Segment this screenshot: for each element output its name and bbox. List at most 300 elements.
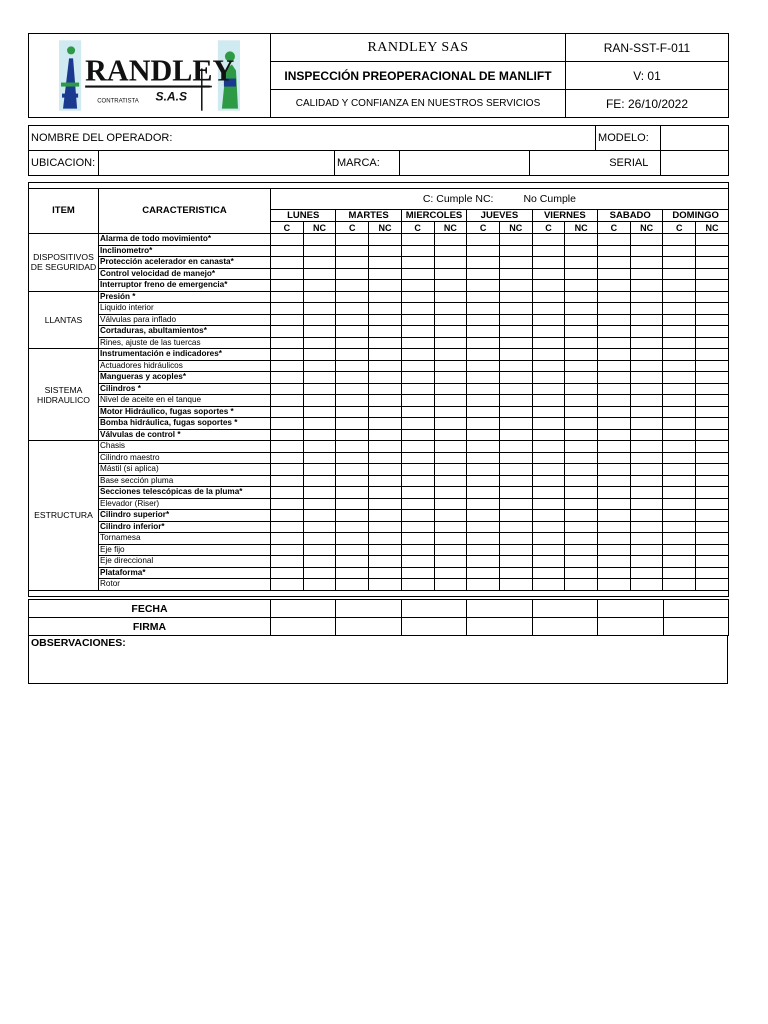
check-cell[interactable] — [434, 314, 467, 326]
check-cell[interactable] — [598, 268, 631, 280]
check-cell[interactable] — [271, 326, 304, 338]
check-cell[interactable] — [271, 337, 304, 349]
check-cell[interactable] — [369, 337, 402, 349]
check-cell[interactable] — [303, 303, 336, 315]
check-cell[interactable] — [598, 441, 631, 453]
check-cell[interactable] — [401, 510, 434, 522]
check-cell[interactable] — [303, 406, 336, 418]
check-cell[interactable] — [598, 544, 631, 556]
check-cell[interactable] — [467, 556, 500, 568]
check-cell[interactable] — [369, 360, 402, 372]
check-cell[interactable] — [630, 418, 663, 430]
check-cell[interactable] — [630, 257, 663, 269]
check-cell[interactable] — [467, 429, 500, 441]
check-cell[interactable] — [565, 556, 598, 568]
brand-field[interactable] — [400, 151, 530, 176]
check-cell[interactable] — [434, 544, 467, 556]
check-cell[interactable] — [630, 383, 663, 395]
check-cell[interactable] — [401, 441, 434, 453]
check-cell[interactable] — [630, 360, 663, 372]
check-cell[interactable] — [532, 475, 565, 487]
check-cell[interactable] — [630, 556, 663, 568]
check-cell[interactable] — [499, 579, 532, 591]
check-cell[interactable] — [598, 498, 631, 510]
check-cell[interactable] — [598, 429, 631, 441]
check-cell[interactable] — [630, 349, 663, 361]
check-cell[interactable] — [532, 418, 565, 430]
check-cell[interactable] — [696, 498, 729, 510]
check-cell[interactable] — [663, 337, 696, 349]
check-cell[interactable] — [499, 349, 532, 361]
check-cell[interactable] — [532, 498, 565, 510]
check-cell[interactable] — [696, 556, 729, 568]
check-cell[interactable] — [434, 429, 467, 441]
check-cell[interactable] — [271, 406, 304, 418]
check-cell[interactable] — [532, 314, 565, 326]
check-cell[interactable] — [532, 383, 565, 395]
check-cell[interactable] — [336, 498, 369, 510]
check-cell[interactable] — [303, 533, 336, 545]
check-cell[interactable] — [499, 268, 532, 280]
check-cell[interactable] — [532, 556, 565, 568]
check-cell[interactable] — [401, 429, 434, 441]
check-cell[interactable] — [369, 498, 402, 510]
check-cell[interactable] — [663, 452, 696, 464]
check-cell[interactable] — [663, 464, 696, 476]
check-cell[interactable] — [565, 429, 598, 441]
check-cell[interactable] — [598, 234, 631, 246]
check-cell[interactable] — [271, 395, 304, 407]
check-cell[interactable] — [401, 337, 434, 349]
check-cell[interactable] — [369, 372, 402, 384]
check-cell[interactable] — [663, 521, 696, 533]
check-cell[interactable] — [336, 383, 369, 395]
check-cell[interactable] — [532, 487, 565, 499]
check-cell[interactable] — [598, 464, 631, 476]
check-cell[interactable] — [696, 268, 729, 280]
check-cell[interactable] — [630, 429, 663, 441]
check-cell[interactable] — [663, 418, 696, 430]
check-cell[interactable] — [434, 579, 467, 591]
check-cell[interactable] — [369, 234, 402, 246]
check-cell[interactable] — [271, 291, 304, 303]
check-cell[interactable] — [401, 521, 434, 533]
check-cell[interactable] — [630, 579, 663, 591]
check-cell[interactable] — [467, 475, 500, 487]
check-cell[interactable] — [336, 464, 369, 476]
check-cell[interactable] — [598, 395, 631, 407]
check-cell[interactable] — [467, 303, 500, 315]
firma-field[interactable] — [467, 618, 532, 636]
check-cell[interactable] — [630, 441, 663, 453]
check-cell[interactable] — [467, 395, 500, 407]
check-cell[interactable] — [565, 418, 598, 430]
check-cell[interactable] — [565, 234, 598, 246]
check-cell[interactable] — [336, 418, 369, 430]
check-cell[interactable] — [598, 475, 631, 487]
check-cell[interactable] — [271, 280, 304, 292]
check-cell[interactable] — [598, 257, 631, 269]
check-cell[interactable] — [565, 521, 598, 533]
check-cell[interactable] — [336, 544, 369, 556]
check-cell[interactable] — [598, 245, 631, 257]
check-cell[interactable] — [336, 556, 369, 568]
check-cell[interactable] — [271, 314, 304, 326]
check-cell[interactable] — [467, 291, 500, 303]
check-cell[interactable] — [271, 487, 304, 499]
check-cell[interactable] — [663, 257, 696, 269]
check-cell[interactable] — [499, 257, 532, 269]
check-cell[interactable] — [434, 406, 467, 418]
check-cell[interactable] — [303, 395, 336, 407]
check-cell[interactable] — [303, 556, 336, 568]
check-cell[interactable] — [401, 280, 434, 292]
check-cell[interactable] — [303, 464, 336, 476]
check-cell[interactable] — [499, 337, 532, 349]
check-cell[interactable] — [401, 291, 434, 303]
check-cell[interactable] — [696, 349, 729, 361]
check-cell[interactable] — [467, 567, 500, 579]
check-cell[interactable] — [271, 234, 304, 246]
check-cell[interactable] — [401, 475, 434, 487]
check-cell[interactable] — [565, 406, 598, 418]
check-cell[interactable] — [467, 337, 500, 349]
check-cell[interactable] — [271, 429, 304, 441]
check-cell[interactable] — [565, 579, 598, 591]
check-cell[interactable] — [401, 418, 434, 430]
check-cell[interactable] — [499, 360, 532, 372]
check-cell[interactable] — [467, 521, 500, 533]
check-cell[interactable] — [369, 475, 402, 487]
check-cell[interactable] — [434, 452, 467, 464]
check-cell[interactable] — [467, 257, 500, 269]
check-cell[interactable] — [565, 349, 598, 361]
check-cell[interactable] — [467, 349, 500, 361]
check-cell[interactable] — [401, 303, 434, 315]
check-cell[interactable] — [532, 544, 565, 556]
check-cell[interactable] — [467, 441, 500, 453]
check-cell[interactable] — [499, 510, 532, 522]
check-cell[interactable] — [598, 314, 631, 326]
check-cell[interactable] — [630, 268, 663, 280]
check-cell[interactable] — [336, 441, 369, 453]
check-cell[interactable] — [303, 257, 336, 269]
check-cell[interactable] — [532, 326, 565, 338]
check-cell[interactable] — [303, 579, 336, 591]
check-cell[interactable] — [532, 464, 565, 476]
check-cell[interactable] — [630, 510, 663, 522]
check-cell[interactable] — [663, 498, 696, 510]
check-cell[interactable] — [303, 314, 336, 326]
check-cell[interactable] — [696, 245, 729, 257]
fecha-field[interactable] — [401, 600, 466, 618]
check-cell[interactable] — [401, 487, 434, 499]
check-cell[interactable] — [532, 372, 565, 384]
check-cell[interactable] — [467, 326, 500, 338]
check-cell[interactable] — [663, 475, 696, 487]
check-cell[interactable] — [663, 487, 696, 499]
check-cell[interactable] — [369, 245, 402, 257]
check-cell[interactable] — [467, 234, 500, 246]
check-cell[interactable] — [499, 314, 532, 326]
check-cell[interactable] — [532, 452, 565, 464]
check-cell[interactable] — [565, 326, 598, 338]
check-cell[interactable] — [598, 452, 631, 464]
check-cell[interactable] — [303, 441, 336, 453]
check-cell[interactable] — [401, 544, 434, 556]
check-cell[interactable] — [565, 487, 598, 499]
check-cell[interactable] — [663, 533, 696, 545]
check-cell[interactable] — [565, 383, 598, 395]
check-cell[interactable] — [336, 349, 369, 361]
check-cell[interactable] — [303, 475, 336, 487]
check-cell[interactable] — [565, 441, 598, 453]
check-cell[interactable] — [434, 257, 467, 269]
firma-field[interactable] — [336, 618, 401, 636]
check-cell[interactable] — [598, 567, 631, 579]
check-cell[interactable] — [434, 567, 467, 579]
model-field[interactable] — [661, 126, 729, 151]
check-cell[interactable] — [532, 280, 565, 292]
check-cell[interactable] — [598, 556, 631, 568]
check-cell[interactable] — [401, 326, 434, 338]
check-cell[interactable] — [369, 280, 402, 292]
check-cell[interactable] — [467, 544, 500, 556]
check-cell[interactable] — [369, 567, 402, 579]
check-cell[interactable] — [532, 521, 565, 533]
check-cell[interactable] — [271, 579, 304, 591]
check-cell[interactable] — [663, 556, 696, 568]
location-field[interactable] — [99, 151, 335, 176]
check-cell[interactable] — [696, 303, 729, 315]
check-cell[interactable] — [336, 303, 369, 315]
check-cell[interactable] — [565, 257, 598, 269]
check-cell[interactable] — [467, 487, 500, 499]
check-cell[interactable] — [369, 418, 402, 430]
check-cell[interactable] — [401, 579, 434, 591]
check-cell[interactable] — [598, 510, 631, 522]
check-cell[interactable] — [434, 245, 467, 257]
check-cell[interactable] — [630, 544, 663, 556]
check-cell[interactable] — [532, 245, 565, 257]
check-cell[interactable] — [434, 326, 467, 338]
check-cell[interactable] — [434, 395, 467, 407]
check-cell[interactable] — [630, 452, 663, 464]
fecha-field[interactable] — [336, 600, 401, 618]
check-cell[interactable] — [565, 464, 598, 476]
check-cell[interactable] — [565, 544, 598, 556]
check-cell[interactable] — [532, 257, 565, 269]
check-cell[interactable] — [663, 544, 696, 556]
check-cell[interactable] — [467, 372, 500, 384]
check-cell[interactable] — [565, 280, 598, 292]
check-cell[interactable] — [598, 406, 631, 418]
check-cell[interactable] — [336, 475, 369, 487]
check-cell[interactable] — [532, 360, 565, 372]
check-cell[interactable] — [369, 544, 402, 556]
check-cell[interactable] — [499, 291, 532, 303]
check-cell[interactable] — [499, 418, 532, 430]
check-cell[interactable] — [663, 234, 696, 246]
check-cell[interactable] — [401, 257, 434, 269]
check-cell[interactable] — [663, 579, 696, 591]
check-cell[interactable] — [271, 556, 304, 568]
check-cell[interactable] — [696, 533, 729, 545]
check-cell[interactable] — [532, 349, 565, 361]
fecha-field[interactable] — [467, 600, 532, 618]
check-cell[interactable] — [434, 487, 467, 499]
check-cell[interactable] — [598, 521, 631, 533]
check-cell[interactable] — [565, 498, 598, 510]
check-cell[interactable] — [369, 257, 402, 269]
check-cell[interactable] — [499, 487, 532, 499]
check-cell[interactable] — [499, 441, 532, 453]
check-cell[interactable] — [565, 245, 598, 257]
check-cell[interactable] — [369, 464, 402, 476]
fecha-field[interactable] — [663, 600, 728, 618]
check-cell[interactable] — [696, 579, 729, 591]
check-cell[interactable] — [499, 406, 532, 418]
check-cell[interactable] — [303, 280, 336, 292]
observations-box[interactable] — [28, 636, 728, 684]
check-cell[interactable] — [565, 567, 598, 579]
check-cell[interactable] — [434, 510, 467, 522]
check-cell[interactable] — [369, 406, 402, 418]
check-cell[interactable] — [696, 406, 729, 418]
check-cell[interactable] — [303, 383, 336, 395]
check-cell[interactable] — [467, 245, 500, 257]
check-cell[interactable] — [532, 234, 565, 246]
check-cell[interactable] — [532, 441, 565, 453]
check-cell[interactable] — [532, 268, 565, 280]
check-cell[interactable] — [303, 268, 336, 280]
check-cell[interactable] — [336, 280, 369, 292]
check-cell[interactable] — [303, 326, 336, 338]
check-cell[interactable] — [532, 429, 565, 441]
check-cell[interactable] — [369, 510, 402, 522]
check-cell[interactable] — [401, 349, 434, 361]
check-cell[interactable] — [467, 268, 500, 280]
check-cell[interactable] — [663, 268, 696, 280]
check-cell[interactable] — [467, 464, 500, 476]
check-cell[interactable] — [369, 303, 402, 315]
check-cell[interactable] — [303, 360, 336, 372]
check-cell[interactable] — [369, 521, 402, 533]
check-cell[interactable] — [565, 360, 598, 372]
check-cell[interactable] — [565, 395, 598, 407]
check-cell[interactable] — [271, 383, 304, 395]
check-cell[interactable] — [401, 452, 434, 464]
check-cell[interactable] — [336, 567, 369, 579]
check-cell[interactable] — [271, 268, 304, 280]
check-cell[interactable] — [401, 268, 434, 280]
check-cell[interactable] — [271, 372, 304, 384]
check-cell[interactable] — [467, 533, 500, 545]
check-cell[interactable] — [565, 533, 598, 545]
check-cell[interactable] — [696, 521, 729, 533]
check-cell[interactable] — [598, 337, 631, 349]
firma-field[interactable] — [532, 618, 597, 636]
firma-field[interactable] — [271, 618, 336, 636]
check-cell[interactable] — [696, 464, 729, 476]
check-cell[interactable] — [598, 326, 631, 338]
check-cell[interactable] — [499, 303, 532, 315]
check-cell[interactable] — [630, 567, 663, 579]
firma-field[interactable] — [663, 618, 728, 636]
check-cell[interactable] — [598, 487, 631, 499]
check-cell[interactable] — [303, 429, 336, 441]
check-cell[interactable] — [532, 567, 565, 579]
check-cell[interactable] — [303, 245, 336, 257]
check-cell[interactable] — [499, 372, 532, 384]
check-cell[interactable] — [696, 326, 729, 338]
check-cell[interactable] — [696, 234, 729, 246]
check-cell[interactable] — [369, 533, 402, 545]
check-cell[interactable] — [598, 383, 631, 395]
check-cell[interactable] — [630, 303, 663, 315]
check-cell[interactable] — [401, 234, 434, 246]
check-cell[interactable] — [434, 268, 467, 280]
check-cell[interactable] — [401, 498, 434, 510]
check-cell[interactable] — [532, 395, 565, 407]
check-cell[interactable] — [271, 533, 304, 545]
check-cell[interactable] — [467, 510, 500, 522]
check-cell[interactable] — [369, 579, 402, 591]
check-cell[interactable] — [401, 556, 434, 568]
check-cell[interactable] — [303, 234, 336, 246]
check-cell[interactable] — [303, 521, 336, 533]
check-cell[interactable] — [303, 567, 336, 579]
check-cell[interactable] — [565, 268, 598, 280]
check-cell[interactable] — [434, 475, 467, 487]
check-cell[interactable] — [630, 234, 663, 246]
check-cell[interactable] — [369, 441, 402, 453]
check-cell[interactable] — [336, 291, 369, 303]
check-cell[interactable] — [598, 349, 631, 361]
fecha-field[interactable] — [271, 600, 336, 618]
check-cell[interactable] — [663, 360, 696, 372]
check-cell[interactable] — [401, 533, 434, 545]
check-cell[interactable] — [565, 291, 598, 303]
check-cell[interactable] — [598, 418, 631, 430]
firma-field[interactable] — [598, 618, 663, 636]
check-cell[interactable] — [532, 406, 565, 418]
check-cell[interactable] — [696, 314, 729, 326]
check-cell[interactable] — [499, 567, 532, 579]
check-cell[interactable] — [499, 280, 532, 292]
fecha-field[interactable] — [532, 600, 597, 618]
check-cell[interactable] — [663, 349, 696, 361]
check-cell[interactable] — [499, 234, 532, 246]
check-cell[interactable] — [336, 372, 369, 384]
check-cell[interactable] — [663, 406, 696, 418]
check-cell[interactable] — [336, 579, 369, 591]
check-cell[interactable] — [598, 579, 631, 591]
check-cell[interactable] — [369, 314, 402, 326]
check-cell[interactable] — [630, 533, 663, 545]
check-cell[interactable] — [696, 475, 729, 487]
check-cell[interactable] — [499, 475, 532, 487]
check-cell[interactable] — [336, 510, 369, 522]
check-cell[interactable] — [336, 406, 369, 418]
check-cell[interactable] — [434, 291, 467, 303]
check-cell[interactable] — [401, 395, 434, 407]
check-cell[interactable] — [271, 245, 304, 257]
check-cell[interactable] — [369, 383, 402, 395]
check-cell[interactable] — [696, 487, 729, 499]
check-cell[interactable] — [630, 337, 663, 349]
check-cell[interactable] — [369, 326, 402, 338]
